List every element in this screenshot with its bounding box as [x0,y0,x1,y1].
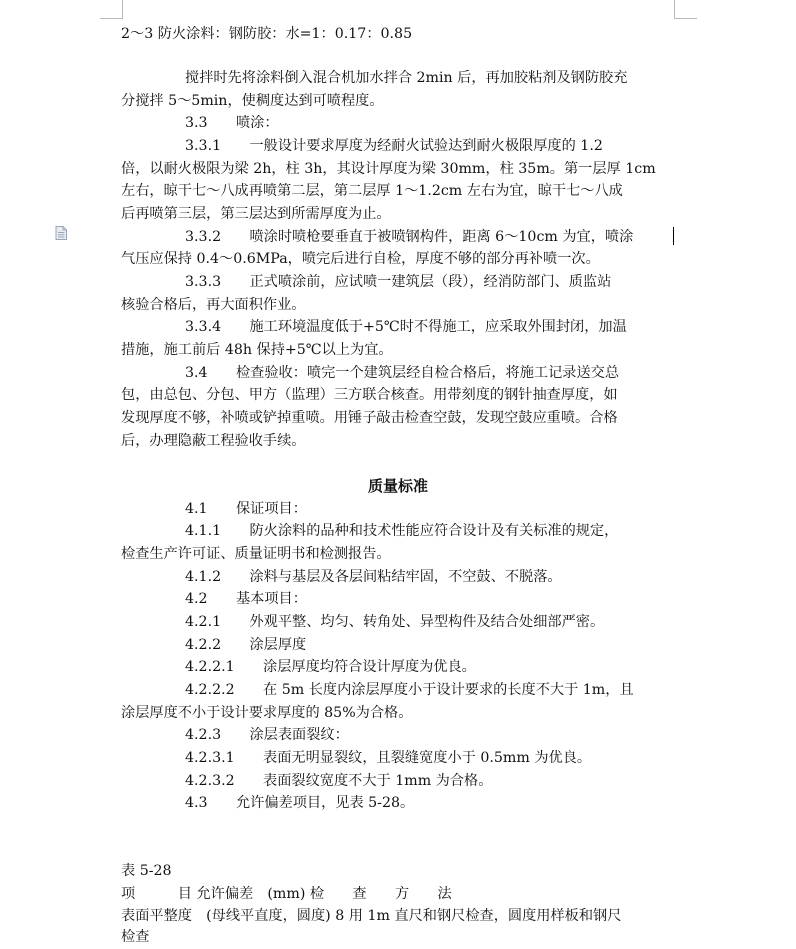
table-row-continued: 检查 [121,929,150,945]
paragraph-line: 4.2.3.2 表面裂纹宽度不大于 1mm 为合格。 [185,773,493,789]
paragraph-line: 3.3.2 喷涂时喷枪要垂直于被喷钢构件，距离 6～10cm 为宜，喷涂 [185,229,634,245]
section-heading-4-1: 4.1 保证项目： [185,501,307,517]
section-title-quality-standard: 质量标准 [367,477,428,495]
table-row: 表面平整度 (母线平直度，圆度) 8 用 1m 直尺和钢尺检查，圆度用样板和钢尺 [121,908,622,924]
document-icon[interactable] [55,226,67,240]
paragraph-line: 包，由总包、分包、甲方（监理）三方联合核查。用带刻度的钢针抽查厚度，如 [121,387,618,403]
paragraph-line: 左右，晾干七～八成再喷第二层，第二层厚 1～1.2cm 左右为宜，晾干七～八成 [121,183,623,199]
paragraph-line: 4.1.1 防火涂料的品种和技术性能应符合设计及有关标准的规定， [185,523,619,539]
paragraph-line: 检查生产许可证、质量证明书和检测报告。 [121,546,391,562]
paragraph-line: 发现厚度不够，补喷或铲掉重喷。用锤子敲击检查空鼓，发现空鼓应重喷。合格 [121,410,618,426]
paragraph-line: 4.2.2.2 在 5m 长度内涂层厚度小于设计要求的长度不大于 1m，且 [185,682,634,698]
paragraph-line: 后再喷第三层，第三层达到所需厚度为止。 [121,206,391,222]
paragraph-line: 4.2.1 外观平整、均匀、转角处、异型构件及结合处细部严密。 [185,614,605,630]
section-heading-3-3: 3.3 喷涂： [185,115,279,131]
paragraph-line: 4.3 允许偏差项目，见表 5-28。 [185,795,415,811]
paragraph-line: 3.3.3 正式喷涂前，应试喷一建筑层（段），经消防部门、质监站 [185,274,612,290]
paragraph-line: 4.1.2 涂料与基层及各层间粘结牢固，不空鼓、不脱落。 [185,569,562,585]
paragraph-line: 倍，以耐火极限为梁 2h，柱 3h，其设计厚度为梁 30mm，柱 35m。第一层厚 1cm [121,161,656,177]
paragraph-line: 核验合格后，再大面积作业。 [121,297,306,313]
paragraph-line: 气压应保持 0.4～0.6MPa，喷完后进行自检，厚度不够的部分再补喷一次。 [121,251,600,267]
paragraph-line: 涂层厚度不小于设计要求厚度的 85%为合格。 [121,705,413,721]
paragraph-line: 4.2.2 涂层厚度 [185,637,307,653]
paragraph-line: 后，办理隐蔽工程验收手续。 [121,433,306,449]
paragraph-line: 分搅拌 5～5min，使稠度达到可喷程度。 [121,93,384,109]
paragraph-line: 3.3.4 施工环境温度低于+5℃时不得施工，应采取外围封闭，加温 [185,319,627,335]
table-caption: 表 5-28 [121,863,172,879]
table-header-row: 项 目 允许偏差 (mm) 检 查 方 法 [121,886,452,902]
paragraph-line: 搅拌时先将涂料倒入混合机加水拌合 2min 后，再加胶粘剂及钢防胶充 [185,70,628,86]
paragraph-line: 4.2.2.1 涂层厚度均符合设计厚度为优良。 [185,659,476,675]
paragraph-line: 3.4 检查验收：喷完一个建筑层经自检合格后，将施工记录送交总 [185,365,620,381]
paragraph-line: 措施，施工前后 48h 保持+5℃以上为宜。 [121,342,393,358]
section-heading-4-2: 4.2 基本项目： [185,591,307,607]
page-corner-mark-top-left [100,0,123,19]
page-corner-mark-top-right [674,0,697,19]
paragraph-line: 4.2.3.1 表面无明显裂纹，且裂缝宽度小于 0.5mm 为优良。 [185,750,592,766]
paragraph-line: 3.3.1 一般设计要求厚度为经耐火试验达到耐火极限厚度的 1.2 [185,138,603,154]
mix-ratio-line: 2～3 防火涂料：钢防胶：水=1：0.17：0.85 [121,26,413,42]
paragraph-line: 4.2.3 涂层表面裂纹： [185,727,349,743]
